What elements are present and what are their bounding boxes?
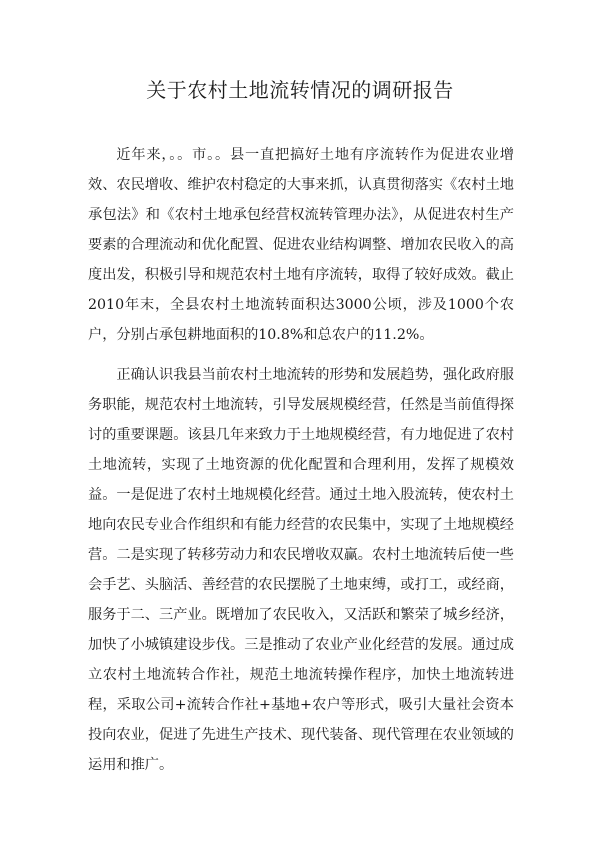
paragraph-2: 正确认识我县当前农村土地流转的形势和发展趋势，强化政府服务职能，规范农村土地流转，引导发展规模经营，任然是当前值得探讨的重要课题。该县几年来致力于土地规模经营，有力地促进了农村土地流转，实现了土地资源的优化配置和合理利用，发挥了规模效益。一是促进了农村土地规模化经营。通过土地入股流转，使农村土地向农民专业合作组织和有能力经营的农民集中，实现了土地规模经营。二是实现了转移劳动力和农民增收双赢。农村土地流转后使一些会手艺、头脑活、善经营的农民摆脱了土地束缚，或打工，或经商，服务于二、三产业。既增加了农民收入，又活跃和繁荣了城乡经济，加快了小城镇建设步伐。三是推动了农业产业化经营的发展。通过成立农村土地流转合作社，规范土地流转操作程序，加快土地流转进程，采取公司+流转合作社+基地+农户等形式，吸引大量社会资本投向农业，促进了先进生产技术、现代装备、现代管理在农业领域的运用和推广。 (88, 367, 514, 773)
document-title: 关于农村土地流转情况的调研报告 (146, 78, 454, 102)
paragraph-1: 近年来，。。市。。县一直把搞好土地有序流转作为促进农业增效、农民增收、维护农村稳定的大事来抓，认真贯彻落实《农村土地承包法》和《农村土地承包经营权流转管理办法》，从促进农村生产要素的合理流动和优化配置、促进农业结构调整、增加农民收入的高度出发，积极引导和规范农村土地有序流转，取得了较好成效。截止2010年末，全县农村土地流转面积达3000公顷，涉及1000个农户，分别占承包耕地面积的10.8%和总农户的11.2%。 (88, 147, 514, 343)
document-body (88, 140, 514, 790)
